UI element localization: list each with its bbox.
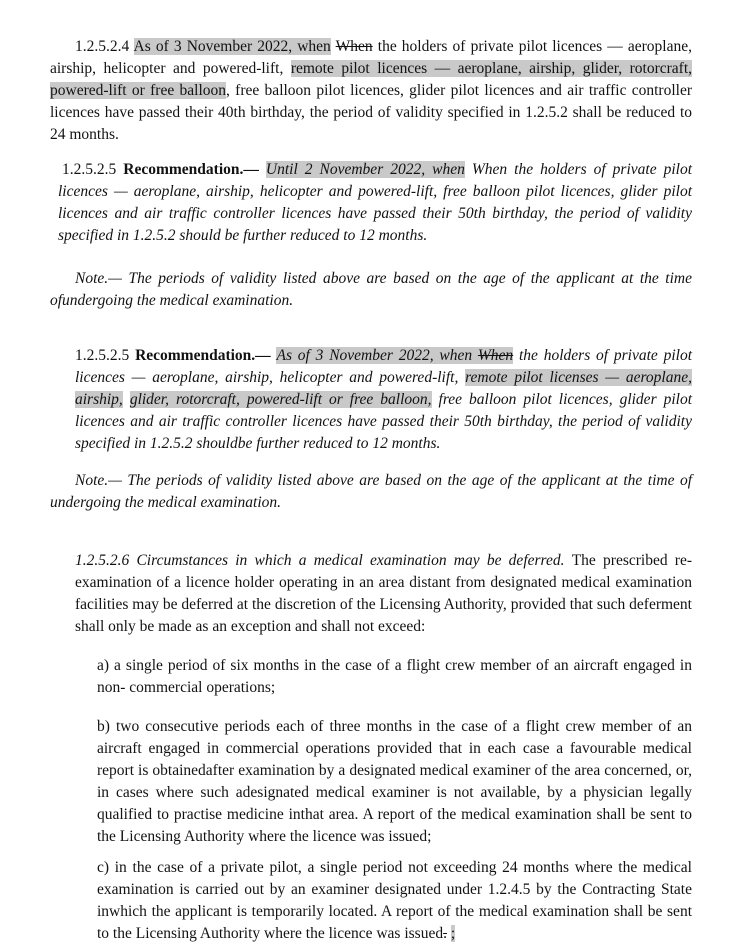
body-text: [123, 391, 130, 408]
body-text: The prescribed re-examination of a licence holder operating in an area distant from designated medical examination facilities may be deferred at the discretion of the Licensing Authority, provided that such deferment shall only be made as an exception and shall not exceed:: [75, 552, 692, 635]
section-number: 1.2.5.2.5: [62, 161, 124, 178]
item-a: [97, 655, 692, 699]
deleted-text-strikethrough: When: [477, 347, 514, 364]
paragraph-1256: [75, 550, 692, 638]
deleted-text-strikethrough: When: [335, 38, 373, 55]
body-text: a) a single period of six months in the case of a flight crew member of an aircraft engaged in non- commercial operations;: [97, 657, 692, 696]
inserted-text-highlight: ;: [450, 925, 456, 942]
note-text: Note.— The periods of validity listed above are based on the age of the applicant at the time of undergoing the medical examination.: [50, 472, 692, 511]
paragraph-1255-old: [58, 159, 692, 247]
note-text: Note.— The periods of validity listed above are based on the age of the applicant at the time ofundergoing the medical examination.: [50, 270, 692, 309]
inserted-text-highlight: Until 2 November 2022, when: [265, 161, 465, 178]
inserted-text-highlight: remote pilot licences — aeroplane, airship, glider, rotorcraft, powered-lift or free balloon: [50, 60, 692, 99]
recommendation-label: Recommendation.—: [135, 347, 277, 364]
body-text: , free balloon pilot licences, glider pilot licences and air traffic controller licences have passed their 40th birthday, the period of validity specified in 1.2.5.2 shall be reduced to 24 months.: [50, 82, 693, 143]
section-title-italic: 1.2.5.2.6 Circumstances in which a medical examination may be deferred.: [75, 552, 572, 569]
item-c: [97, 857, 692, 945]
body-text: free balloon pilot licences, glider pilot licences and air traffic controller licences have passed their 50th birthday, the period of validity specified in 1.2.5.2 shouldbe further reduced to 12 months.: [75, 391, 693, 452]
body-text: b) two consecutive periods each of three months in the case of a flight crew member of an aircraft engaged in commercial operations provided that in each case a favourable medical report is obtainedafter examination by a designated medical examiner of the area concerned, or, in cases where such adesignated medical examiner is not available, by a physician legally qualified to practise medicine inthat area. A report of the medical examination shall be sent to the Licensing Authority where the licence was issued;: [97, 718, 692, 845]
inserted-text-highlight: glider, rotorcraft, powered-lift or free balloon,: [129, 391, 432, 408]
recommendation-label: Recommendation.—: [123, 161, 266, 178]
body-text: [465, 161, 472, 178]
body-text: the holders of private pilot licences — aeroplane, airship, helicopter and powered-lift,: [75, 347, 692, 386]
section-number: 1.2.5.2.5: [75, 347, 136, 364]
body-text: the holders of private pilot licences — aeroplane, airship, helicopter and powered-lift,: [50, 38, 692, 77]
section-number: 1.2.5.2.4: [75, 38, 134, 55]
note-1: [50, 268, 692, 312]
body-text: When the holders of private pilot licences — aeroplane, airship, helicopter and powered-lift, free balloon pilot licences, glider pilot licences and air traffic controller licences have passed their 50th birthday, the period of validity specified in 1.2.5.2 should be further reduced to 12 months.: [58, 161, 693, 244]
inserted-text-highlight: remote pilot licenses — aeroplane, airship,: [75, 369, 692, 408]
deleted-text-strikethrough: .: [443, 925, 447, 942]
paragraph-1254: [50, 36, 692, 146]
inserted-text-highlight: As of 3 November 2022, when: [133, 38, 331, 55]
inserted-text-highlight: As of 3 November 2022, when: [276, 347, 478, 364]
paragraph-1255-new: [75, 345, 692, 455]
item-b: [97, 716, 692, 848]
body-text: c) in the case of a private pilot, a single period not exceeding 24 months where the medical examination is carried out by an examiner designated under 1.2.4.5 by the Contracting State inwhich the applicant is temporarily located. A report of the medical examination shall be sent to the Licensing Authority where the licence was issued: [97, 859, 692, 942]
note-2: [50, 470, 692, 514]
